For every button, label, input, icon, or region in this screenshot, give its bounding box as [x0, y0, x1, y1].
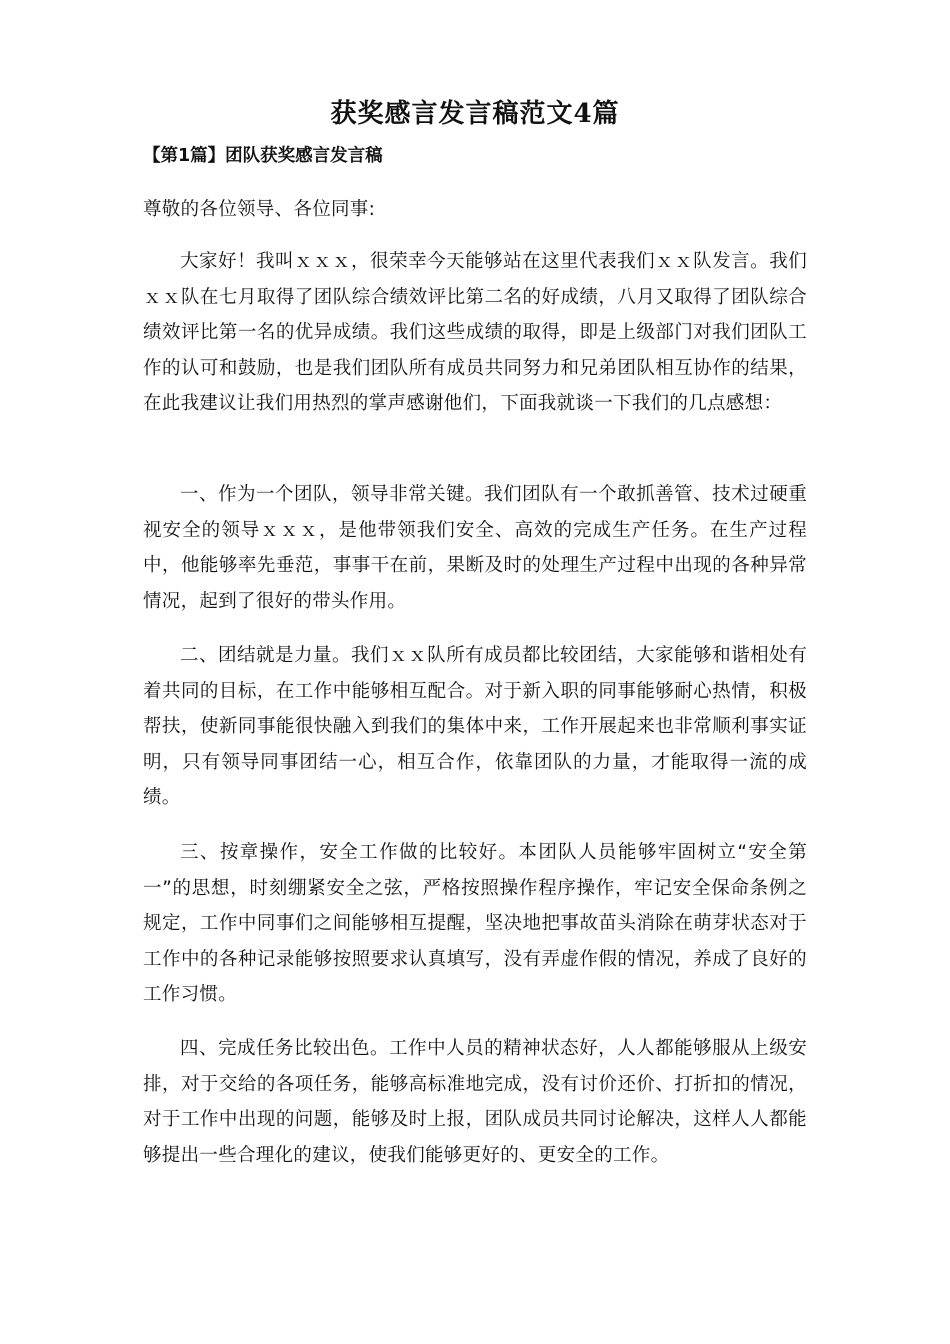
- paragraph-point-one: 一、作为一个团队，领导非常关键。我们团队有一个敢抓善管、技术过硬重视安全的领导ｘｘｘ，是他带领我们安全、高效的完成生产任务。在生产过程中，他能够率先垂范，事事干在前，果断及时的处理生产过程中出现的各种异常情况，起到了很好的带头作用。: [143, 484, 807, 612]
- paragraph-point-three: 三、按章操作，安全工作做的比较好。本团队人员能够牢固树立“安全第一”的思想，时刻绷紧安全之弦，严格按照操作程序操作，牢记安全保命条例之规定，工作中同事们之间能够相互提醒，坚决地把事故苗头消除在萌芽状态对于工作中的各种记录能够按照要求认真填写，没有弄虚作假的情况，养成了良好的工作习惯。: [143, 842, 807, 1006]
- section-heading: 【第1篇】团队获奖感言发言稿: [143, 146, 383, 166]
- document-title: 获奖感言发言稿范文4篇: [330, 99, 620, 129]
- paragraph-intro: 大家好！我叫ｘｘｘ，很荣幸今天能够站在这里代表我们ｘｘ队发言。我们ｘｘ队在七月取得了团队综合绩效评比第二名的好成绩，八月又取得了团队综合绩效评比第一名的优异成绩。我们这些成绩的取得，即是上级部门对我们团队工作的认可和鼓励，也是我们团队所有成员共同努力和兄弟团队相互协作的结果，在此我建议让我们用热烈的掌声感谢他们，下面我就谈一下我们的几点感想：: [143, 251, 807, 415]
- paragraph-point-two: 二、团结就是力量。我们ｘｘ队所有成员都比较团结，大家能够和谐相处有着共同的目标，在工作中能够相互配合。对于新入职的同事能够耐心热情，积极帮扶，使新同事能很快融入到我们的集体中来，工作开展起来也非常顺利事实证明，只有领导同事团结一心，相互合作，依靠团队的力量，才能取得一流的成绩。: [143, 645, 807, 809]
- paragraph-point-four: 四、完成任务比较出色。工作中人员的精神状态好，人人都能够服从上级安排，对于交给的各项任务，能够高标准地完成，没有讨价还价、打折扣的情况，对于工作中出现的问题，能够及时上报，团队成员共同讨论解决，这样人人都能够提出一些合理化的建议，使我们能够更好的、更安全的工作。: [143, 1038, 807, 1166]
- salutation: 尊敬的各位领导、各位同事:: [143, 199, 376, 220]
